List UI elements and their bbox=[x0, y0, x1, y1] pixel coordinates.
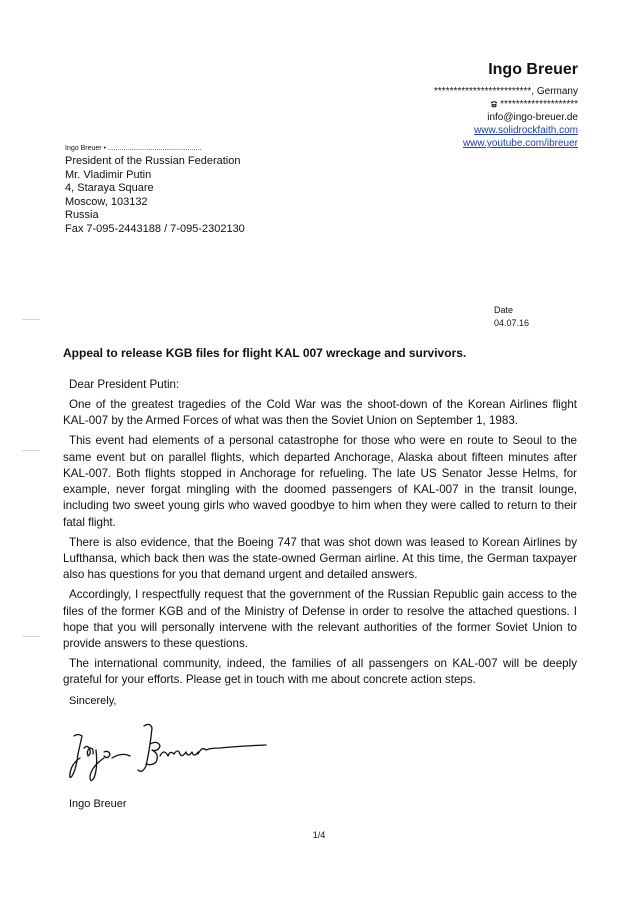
signer-name: Ingo Breuer bbox=[69, 798, 127, 810]
salutation: Dear President Putin: bbox=[69, 378, 180, 391]
letterhead-email[interactable]: info@ingo-breuer.de bbox=[487, 112, 578, 123]
letterhead-website-link[interactable]: www.solidrockfaith.com bbox=[474, 125, 578, 136]
letterhead-phone-row bbox=[434, 98, 578, 111]
letterhead-name: Ingo Breuer bbox=[488, 61, 578, 78]
closing: Sincerely, bbox=[69, 695, 117, 707]
recipient-line: Fax 7-095-2443188 / 7-095-2302130 bbox=[65, 222, 245, 235]
fold-mark bbox=[22, 319, 40, 320]
recipient-line: Moscow, 103132 bbox=[65, 195, 148, 208]
letter-subject: Appeal to release KGB files for flight KAL 007 wreckage and survivors. bbox=[63, 346, 467, 360]
signature-mark bbox=[60, 718, 275, 788]
date-value: 04.07.16 bbox=[494, 317, 530, 328]
letterhead bbox=[434, 60, 578, 150]
punch-mark bbox=[22, 450, 40, 451]
recipient-line: Mr. Vladimir Putin bbox=[65, 168, 152, 181]
date-block bbox=[494, 304, 529, 329]
body-paragraph: The international community, indeed, the families of all passengers on KAL-007 will be deeply grateful for your efforts. Please get in touch with me about concrete action steps. bbox=[63, 657, 577, 687]
body-paragraph: There is also evidence, that the Boeing 747 that was shot down was leased to Korean Airlines by Lufthansa, which back then was the state-owned German airline. At this time, the German taxpayer also has questions for you that demand urgent and detailed answers. bbox=[63, 535, 577, 582]
body-paragraph: One of the greatest tragedies of the Cold War was the shoot-down of the Korean Airlines flight KAL-007 by the Armed Forces of what was then the Soviet Union on September 1, 1983. bbox=[63, 397, 577, 428]
page-number: 1/4 bbox=[312, 830, 326, 840]
letterhead-phone: ******************** bbox=[500, 99, 578, 110]
date-label: Date bbox=[494, 305, 514, 315]
recipient-line: 4, Staraya Square bbox=[65, 182, 154, 195]
recipient-line: President of the Russian Federation bbox=[65, 155, 241, 167]
phone-icon bbox=[490, 100, 498, 108]
fold-mark bbox=[22, 636, 40, 637]
recipient-address bbox=[65, 155, 245, 237]
recipient-line: Russia bbox=[65, 209, 99, 222]
body-paragraph: Accordingly, I respectfully request that the government of the Russian Republic gain access to the files of the former KGB and of the Ministry of Defense in order to resolve the attached questions. I hope that you will personally intervene with the relevant authorities of the former Soviet Union to provide answers to these questions. bbox=[63, 588, 577, 651]
letterhead-youtube-link[interactable]: www.youtube.com/ibreuer bbox=[462, 138, 578, 149]
letter-body bbox=[63, 377, 577, 692]
sender-return-line: Ingo Breuer • ................................................ bbox=[65, 145, 202, 152]
body-paragraph: This event had elements of a personal catastrophe for those who were en route to Seoul to the same event but on parallel flights, which departed Anchorage, Alaska about fifteen minutes after KAL-007. Both flights stopped in Anchorage for refueling. The late US Senator Jesse Helms, for example, never forgat mingling with the doomed passengers of KAL-007 in the transit lounge, including two sweet young girls who waved goodbye to him when they were called to return to their fatal flight. bbox=[63, 434, 577, 529]
letterhead-address: *************************, Germany bbox=[434, 86, 578, 97]
